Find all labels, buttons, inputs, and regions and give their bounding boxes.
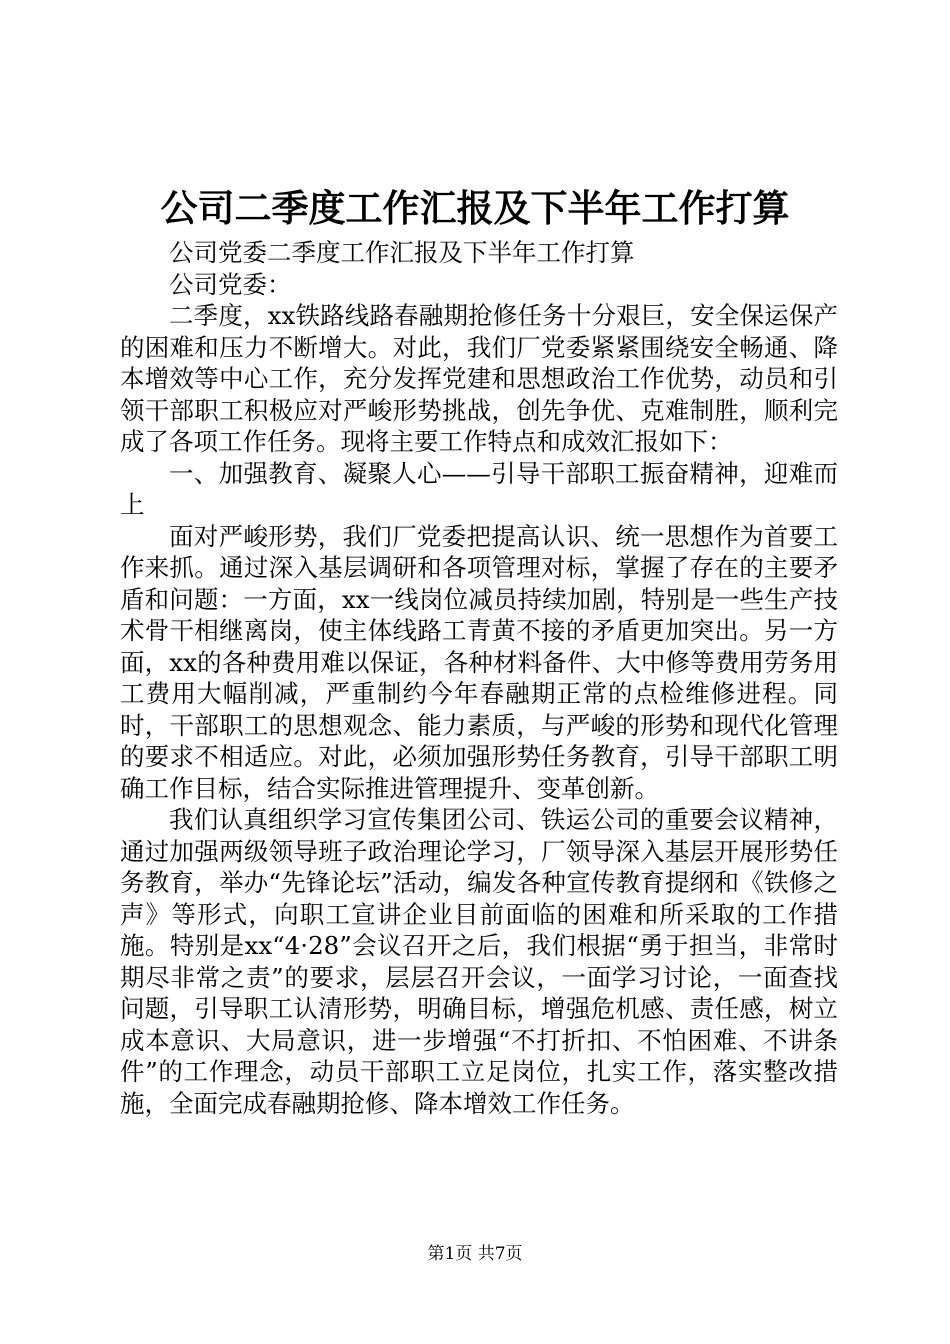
page-indicator: 第1页 共7页 bbox=[427, 1244, 523, 1264]
document-title: 公司二季度工作汇报及下半年工作打算 bbox=[160, 186, 790, 230]
body-paragraph-subtitle: 公司党委二季度工作汇报及下半年工作打算 bbox=[169, 238, 635, 267]
body-paragraph: 面对严峻形势，我们厂党委把提高认识、统一思想作为首要工作来抓。通过深入基层调研和各项管理对标，掌握了存在的主要矛盾和问题：一方面，xx一线岗位减员持续加剧，特别是一些生产技术骨干相继离岗，使主体线路工青黄不接的矛盾更加突出。另一方面，xx的各种费用难以保证，各种材料备件、大中修等费用劳务用工费用大幅削减，严重制约今年春融期正常的点检维修进程。同时，干部职工的思想观念、能力素质，与严峻的形势和现代化管理的要求不相适应。对此，必须加强形势任务教育，引导干部职工明确工作目标，结合实际推进管理提升、变革创新。 bbox=[120, 521, 838, 803]
body-paragraph: 我们认真组织学习宣传集团公司、铁运公司的重要会议精神，通过加强两级领导班子政治理论学习，厂领导深入基层开展形势任务教育，举办“先锋论坛”活动，编发各种宣传教育提纲和《铁修之声》等形式，向职工宣讲企业目前面临的困难和所采取的工作措施。特别是xx“4·28”会议召开之后，我们根据“勇于担当，非常时期尽非常之责”的要求，层层召开会议，一面学习讨论，一面查找问题，引导职工认清形势，明确目标，增强危机感、责任感，树立成本意识、大局意识，进一步增强“不打折扣、不怕困难、不讲条件”的工作理念，动员干部职工立足岗位，扎实工作，落实整改措施，全面完成春融期抢修、降本增效工作任务。 bbox=[120, 805, 838, 1118]
document-body bbox=[120, 237, 838, 1119]
body-paragraph: 二季度，xx铁路线路春融期抢修任务十分艰巨，安全保运保产的困难和压力不断增大。对此，我们厂党委紧紧围绕安全畅通、降本增效等中心工作，充分发挥党建和思想政治工作优势，动员和引领干部职工积极应对严峻形势挑战，创先争优、克难制胜，顺利完成了各项工作任务。现将主要工作特点和成效汇报如下： bbox=[120, 301, 838, 456]
body-paragraph-salutation: 公司党委： bbox=[169, 269, 292, 299]
section-heading: 一、加强教育、凝聚人心——引导干部职工振奋精神，迎难而上 bbox=[120, 458, 838, 519]
